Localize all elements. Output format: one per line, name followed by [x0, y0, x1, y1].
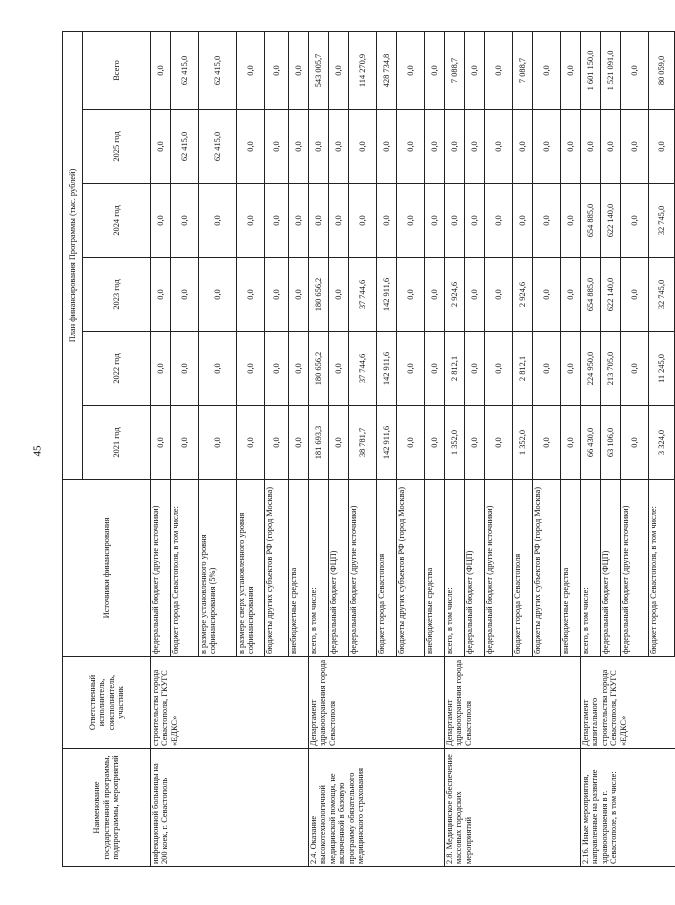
value-cell: 0,0 [485, 258, 513, 332]
total-cell: 0,0 [151, 32, 171, 110]
value-cell: 0,0 [377, 110, 397, 184]
value-cell: 37 744,6 [349, 332, 377, 406]
header-source: Источники финансирования [63, 480, 151, 657]
value-cell: 38 781,7 [349, 406, 377, 480]
value-cell: 0,0 [465, 406, 485, 480]
value-cell: 0,0 [329, 406, 349, 480]
value-cell: 0,0 [237, 110, 265, 184]
value-cell: 1 352,0 [513, 406, 533, 480]
header-name: Наименование государственной программы, подпрограммы, мероприятий [63, 749, 151, 867]
value-cell: 0,0 [513, 184, 533, 258]
value-cell: 0,0 [329, 332, 349, 406]
source-cell: федеральный бюджет (другие источники) [349, 480, 377, 657]
value-cell: 0,0 [533, 258, 561, 332]
value-cell: 0,0 [397, 406, 425, 480]
value-cell: 622 140,0 [601, 184, 621, 258]
value-cell: 0,0 [465, 110, 485, 184]
value-cell: 1 352,0 [445, 406, 465, 480]
header-year: 2024 год [83, 184, 151, 258]
value-cell: 0,0 [289, 258, 309, 332]
total-cell: 1 601 150,0 [581, 32, 601, 110]
value-cell: 3 324,0 [649, 406, 675, 480]
value-cell: 0,0 [533, 332, 561, 406]
total-cell: 0,0 [397, 32, 425, 110]
table-body [151, 32, 675, 867]
value-cell: 0,0 [465, 258, 485, 332]
source-cell: бюджеты других субъектов РФ (город Москва) [265, 480, 289, 657]
value-cell: 180 656,2 [309, 258, 329, 332]
total-cell: 0,0 [533, 32, 561, 110]
program-name-cell: 2.8. Медицинское обеспечение массовых городских мероприятий [445, 749, 581, 867]
value-cell: 0,0 [171, 406, 199, 480]
responsible-cell: Департамент капитального строительства города Севастополя, ГКУГС «ЕДКС» [581, 657, 675, 749]
total-cell: 62 415,0 [171, 32, 199, 110]
source-cell: в размере установленного уровня софинансирования (5%) [199, 480, 237, 657]
value-cell: 0,0 [397, 332, 425, 406]
table-row [309, 32, 329, 867]
value-cell: 0,0 [329, 184, 349, 258]
financing-table [62, 31, 675, 867]
value-cell: 213 705,0 [601, 332, 621, 406]
value-cell: 0,0 [561, 258, 581, 332]
total-cell: 7 088,7 [445, 32, 465, 110]
program-name-cell: 2.16. Иные мероприятия, направленные на развитие здравоохранения в г. Севастополе, в том числе: [581, 749, 675, 867]
value-cell: 0,0 [621, 184, 649, 258]
source-cell: федеральный бюджет (ФЦП) [601, 480, 621, 657]
total-cell: 0,0 [561, 32, 581, 110]
responsible-cell: Департамент здравоохранения города Севастополя [309, 657, 445, 749]
source-cell: всего, в том числе: [581, 480, 601, 657]
value-cell: 0,0 [199, 184, 237, 258]
value-cell: 0,0 [621, 258, 649, 332]
total-cell: 0,0 [289, 32, 309, 110]
value-cell: 0,0 [561, 184, 581, 258]
source-cell: всего, в том числе: [445, 480, 465, 657]
value-cell: 0,0 [237, 258, 265, 332]
value-cell: 0,0 [581, 110, 601, 184]
value-cell: 0,0 [289, 110, 309, 184]
value-cell: 62 415,0 [199, 110, 237, 184]
value-cell: 654 885,0 [581, 184, 601, 258]
source-cell: бюджет города Севастополя [513, 480, 533, 657]
value-cell: 37 744,6 [349, 258, 377, 332]
source-cell: федеральный бюджет (ФЦП) [465, 480, 485, 657]
page-number: 45 [31, 445, 44, 457]
value-cell: 0,0 [377, 184, 397, 258]
value-cell: 0,0 [561, 332, 581, 406]
rotated-page [62, 32, 666, 867]
value-cell: 142 911,6 [377, 332, 397, 406]
value-cell: 0,0 [265, 406, 289, 480]
value-cell: 0,0 [485, 406, 513, 480]
total-cell: 0,0 [237, 32, 265, 110]
program-name-cell: 2.4. Оказание высокотехнологичной медицинской помощи, не включенной в базовую программу обязательного медицинского страхования [309, 749, 445, 867]
value-cell: 0,0 [199, 258, 237, 332]
value-cell: 0,0 [151, 332, 171, 406]
header-year: 2021 год [83, 406, 151, 480]
value-cell: 0,0 [151, 406, 171, 480]
value-cell: 0,0 [171, 258, 199, 332]
source-cell: бюджет города Севастополя, в том числе: [171, 480, 199, 657]
value-cell: 0,0 [561, 110, 581, 184]
total-cell: 428 734,8 [377, 32, 397, 110]
value-cell: 2 924,6 [513, 258, 533, 332]
value-cell: 63 106,0 [601, 406, 621, 480]
value-cell: 0,0 [289, 332, 309, 406]
value-cell: 0,0 [465, 184, 485, 258]
source-cell: федеральный бюджет (другие источники) [151, 480, 171, 657]
value-cell: 0,0 [265, 332, 289, 406]
total-cell: 80 059,0 [649, 32, 675, 110]
source-cell: бюджет города Севастополя, в том числе: [649, 480, 675, 657]
table-row [151, 32, 171, 867]
value-cell: 0,0 [561, 406, 581, 480]
value-cell: 0,0 [265, 258, 289, 332]
source-cell: в размере сверх установленного уровня софинансирования [237, 480, 265, 657]
value-cell: 0,0 [445, 110, 465, 184]
source-cell: федеральный бюджет (другие источники) [485, 480, 513, 657]
total-cell: 0,0 [485, 32, 513, 110]
value-cell: 622 140,0 [601, 258, 621, 332]
value-cell: 0,0 [533, 406, 561, 480]
responsible-cell: строительства города Севастополя, ГКУГС «ЕДКС» [151, 657, 309, 749]
value-cell: 0,0 [349, 110, 377, 184]
total-cell: 0,0 [465, 32, 485, 110]
value-cell: 0,0 [199, 332, 237, 406]
header-year: 2025 год [83, 110, 151, 184]
table-row [445, 32, 465, 867]
program-name-cell: инфекционной больницы на 200 коек, г. Севастополь [151, 749, 309, 867]
value-cell: 0,0 [621, 406, 649, 480]
source-cell: внебюджетные средства [425, 480, 445, 657]
value-cell: 66 430,0 [581, 406, 601, 480]
value-cell: 0,0 [397, 184, 425, 258]
value-cell: 654 885,0 [581, 258, 601, 332]
value-cell: 181 693,3 [309, 406, 329, 480]
source-cell: бюджеты других субъектов РФ (город Москва) [397, 480, 425, 657]
source-cell: всего, в том числе: [309, 480, 329, 657]
value-cell: 0,0 [289, 406, 309, 480]
total-cell: 543 005,7 [309, 32, 329, 110]
total-cell: 1 521 091,0 [601, 32, 621, 110]
responsible-cell: Департамент здравоохранения города Севастополя [445, 657, 581, 749]
source-cell: внебюджетные средства [561, 480, 581, 657]
value-cell: 0,0 [465, 332, 485, 406]
table-row [581, 32, 601, 867]
value-cell: 2 924,6 [445, 258, 465, 332]
value-cell: 0,0 [513, 110, 533, 184]
total-cell: 0,0 [329, 32, 349, 110]
source-cell: бюджет города Севастополя [377, 480, 397, 657]
value-cell: 0,0 [237, 406, 265, 480]
total-cell: 0,0 [265, 32, 289, 110]
value-cell: 0,0 [309, 184, 329, 258]
value-cell: 32 745,0 [649, 258, 675, 332]
total-cell: 0,0 [425, 32, 445, 110]
value-cell: 0,0 [397, 258, 425, 332]
source-cell: федеральный бюджет (ФЦП) [329, 480, 349, 657]
value-cell: 62 415,0 [171, 110, 199, 184]
value-cell: 0,0 [171, 332, 199, 406]
value-cell: 0,0 [289, 184, 309, 258]
value-cell: 0,0 [171, 184, 199, 258]
value-cell: 0,0 [649, 110, 675, 184]
value-cell: 142 911,6 [377, 406, 397, 480]
value-cell: 0,0 [425, 406, 445, 480]
value-cell: 0,0 [329, 258, 349, 332]
total-cell: 114 270,9 [349, 32, 377, 110]
value-cell: 0,0 [601, 110, 621, 184]
value-cell: 32 745,0 [649, 184, 675, 258]
total-cell: 0,0 [621, 32, 649, 110]
value-cell: 0,0 [397, 110, 425, 184]
value-cell: 0,0 [425, 184, 445, 258]
value-cell: 180 656,2 [309, 332, 329, 406]
header-year: 2023 год [83, 258, 151, 332]
value-cell: 0,0 [265, 110, 289, 184]
value-cell: 0,0 [199, 406, 237, 480]
value-cell: 0,0 [533, 110, 561, 184]
value-cell: 2 812,1 [513, 332, 533, 406]
value-cell: 11 245,0 [649, 332, 675, 406]
header-total: Всего [83, 32, 151, 110]
value-cell: 0,0 [485, 110, 513, 184]
value-cell: 2 812,1 [445, 332, 465, 406]
value-cell: 0,0 [533, 184, 561, 258]
value-cell: 0,0 [309, 110, 329, 184]
value-cell: 0,0 [445, 184, 465, 258]
source-cell: бюджеты других субъектов РФ (город Москва) [533, 480, 561, 657]
value-cell: 0,0 [485, 332, 513, 406]
value-cell: 0,0 [151, 184, 171, 258]
source-cell: внебюджетные средства [289, 480, 309, 657]
value-cell: 0,0 [329, 110, 349, 184]
value-cell: 0,0 [425, 332, 445, 406]
header-plan: План финансирования Программы (тыс. рублей) [63, 32, 83, 480]
total-cell: 7 088,7 [513, 32, 533, 110]
value-cell: 0,0 [237, 184, 265, 258]
value-cell: 0,0 [485, 184, 513, 258]
value-cell: 142 911,6 [377, 258, 397, 332]
source-cell: федеральный бюджет (другие источники) [621, 480, 649, 657]
header-year: 2022 год [83, 332, 151, 406]
value-cell: 0,0 [349, 184, 377, 258]
value-cell: 0,0 [621, 110, 649, 184]
value-cell: 0,0 [151, 110, 171, 184]
value-cell: 0,0 [425, 258, 445, 332]
value-cell: 0,0 [425, 110, 445, 184]
value-cell: 0,0 [265, 184, 289, 258]
value-cell: 0,0 [237, 332, 265, 406]
value-cell: 224 950,0 [581, 332, 601, 406]
total-cell: 62 415,0 [199, 32, 237, 110]
value-cell: 0,0 [151, 258, 171, 332]
header-responsible: Ответственный исполнитель, соисполнитель, участник [63, 657, 151, 749]
value-cell: 0,0 [621, 332, 649, 406]
